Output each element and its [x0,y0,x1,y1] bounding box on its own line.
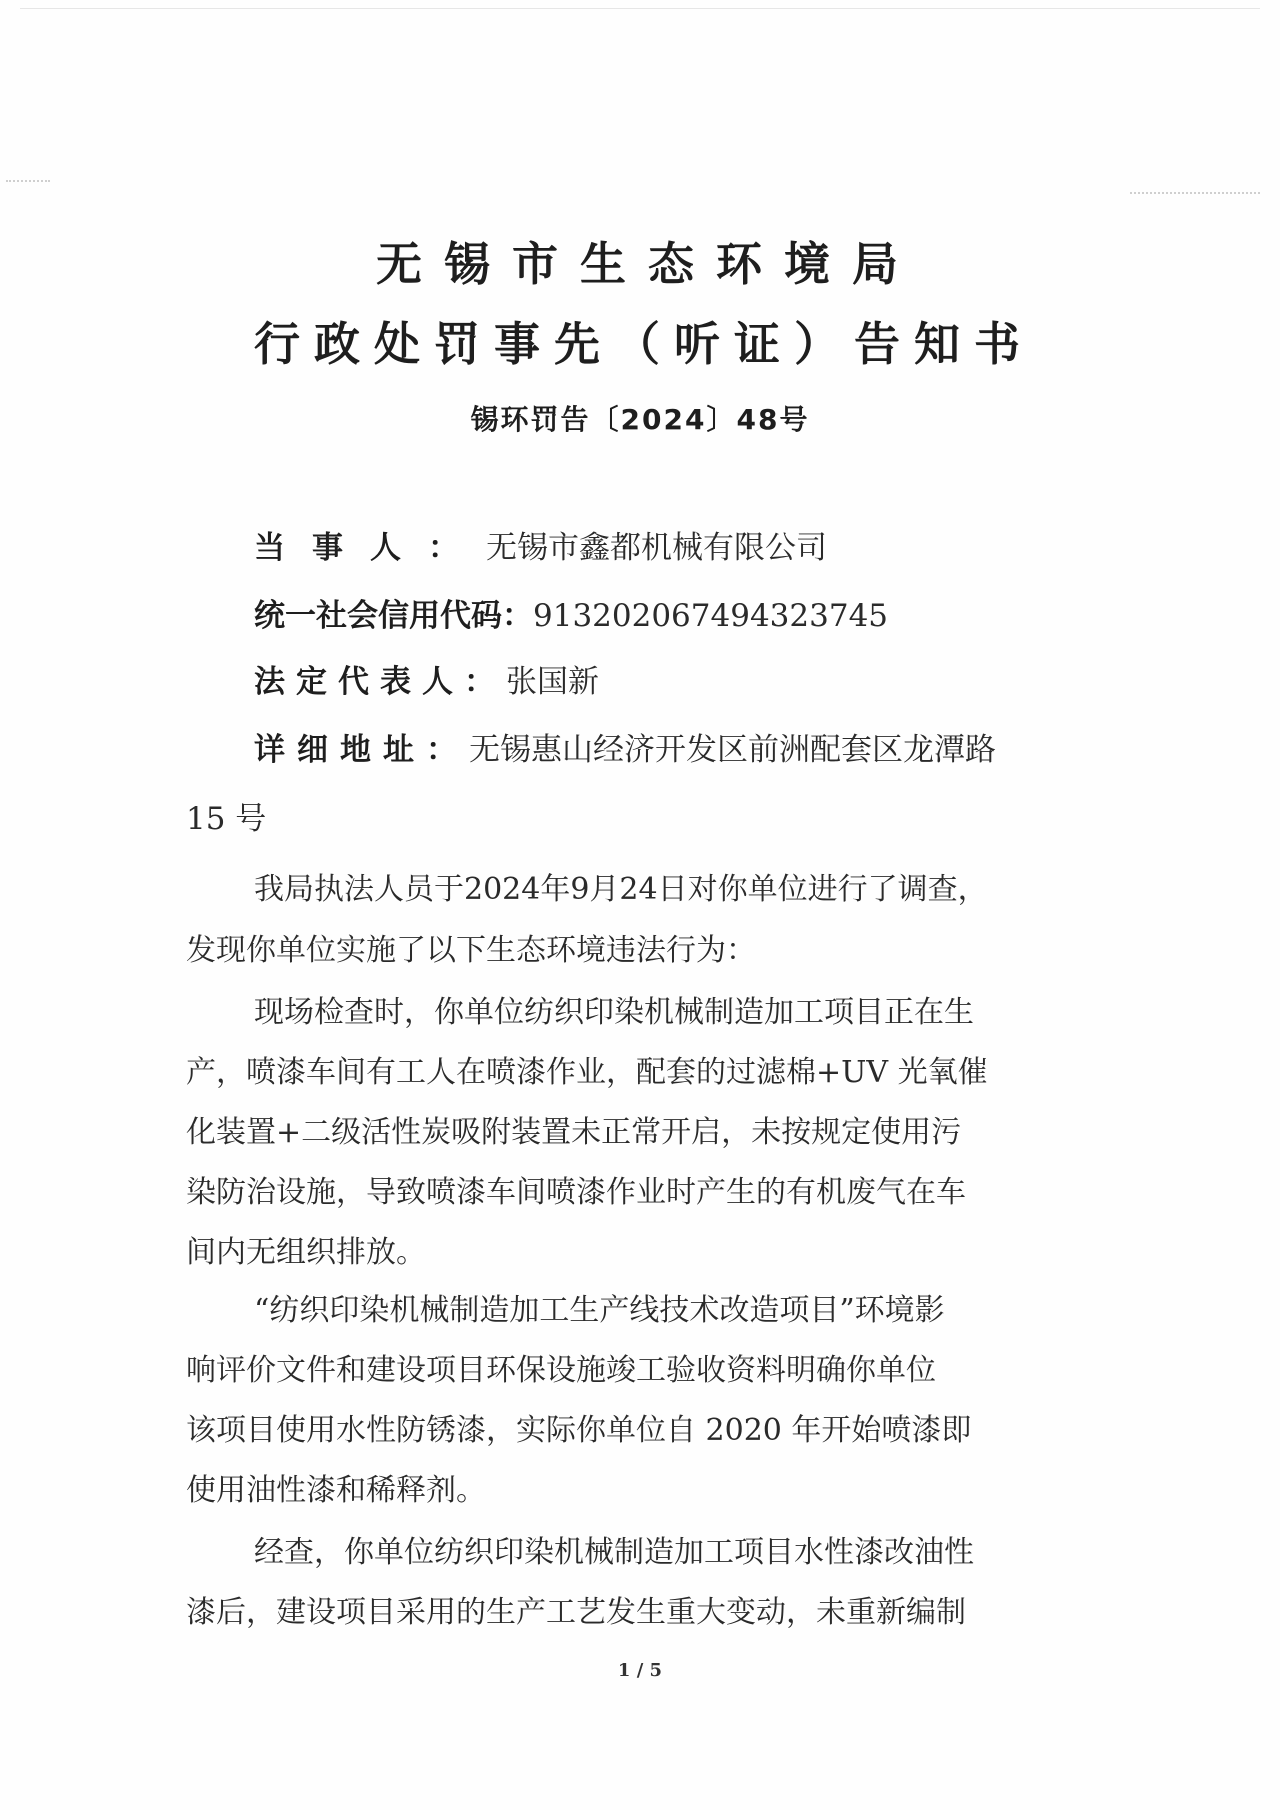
document-title: 行政处罚事先（听证）告知书 [254,317,1034,371]
para1-line: 发现你单位实施了以下生态环境违法行为： [186,933,756,968]
scan-dots-right [1130,192,1260,196]
page-number: 1 / 5 [617,1660,663,1681]
address-value: 无锡惠山经济开发区前洲配套区龙潭路 [469,732,996,768]
legal-rep-field [254,656,599,701]
party-field [254,522,827,567]
para3-line: 该项目使用水性防锈漆，实际你单位自 2020 年开始喷漆即 [186,1413,972,1448]
scan-dots-left [6,180,50,184]
para1-line: 我局执法人员于2024年9月24日对你单位进行了调查， [254,872,988,907]
credit-code-value: 913202067494323745 [533,598,889,634]
party-value: 无锡市鑫都机械有限公司 [486,530,827,566]
para4-line: 经查，你单位纺织印染机械制造加工项目水性漆改油性 [254,1535,974,1570]
para2-line: 化装置+二级活性炭吸附装置未正常开启，未按规定使用污 [186,1115,962,1150]
party-label: 当事人： [254,530,486,566]
scan-edge-mark [20,0,1260,9]
para3-line: 使用油性漆和稀释剂。 [186,1473,486,1508]
document-number: 锡环罚告〔2024〕48号 [470,403,810,436]
para3-line: 响评价文件和建设项目环保设施竣工验收资料明确你单位 [186,1353,936,1388]
para2-line: 产，喷漆车间有工人在喷漆作业，配套的过滤棉+UV 光氧催 [186,1055,988,1090]
credit-code-field [254,590,888,635]
legal-rep-label: 法定代表人： [254,664,506,700]
legal-rep-value: 张国新 [506,664,599,700]
para2-line: 染防治设施，导致喷漆车间喷漆作业时产生的有机废气在车 [186,1175,966,1210]
para2-line: 现场检查时，你单位纺织印染机械制造加工项目正在生 [254,995,974,1030]
agency-title: 无锡市生态环境局 [376,237,920,291]
address-field [254,724,996,769]
credit-code-label: 统一社会信用代码： [254,598,533,634]
para2-line: 间内无组织排放。 [186,1235,426,1270]
address-continuation: 15 号 [186,801,267,837]
para3-line: “纺织印染机械制造加工生产线技术改造项目”环境影 [254,1293,945,1328]
para4-line: 漆后，建设项目采用的生产工艺发生重大变动，未重新编制 [186,1595,966,1630]
address-label: 详细地址： [254,732,469,768]
